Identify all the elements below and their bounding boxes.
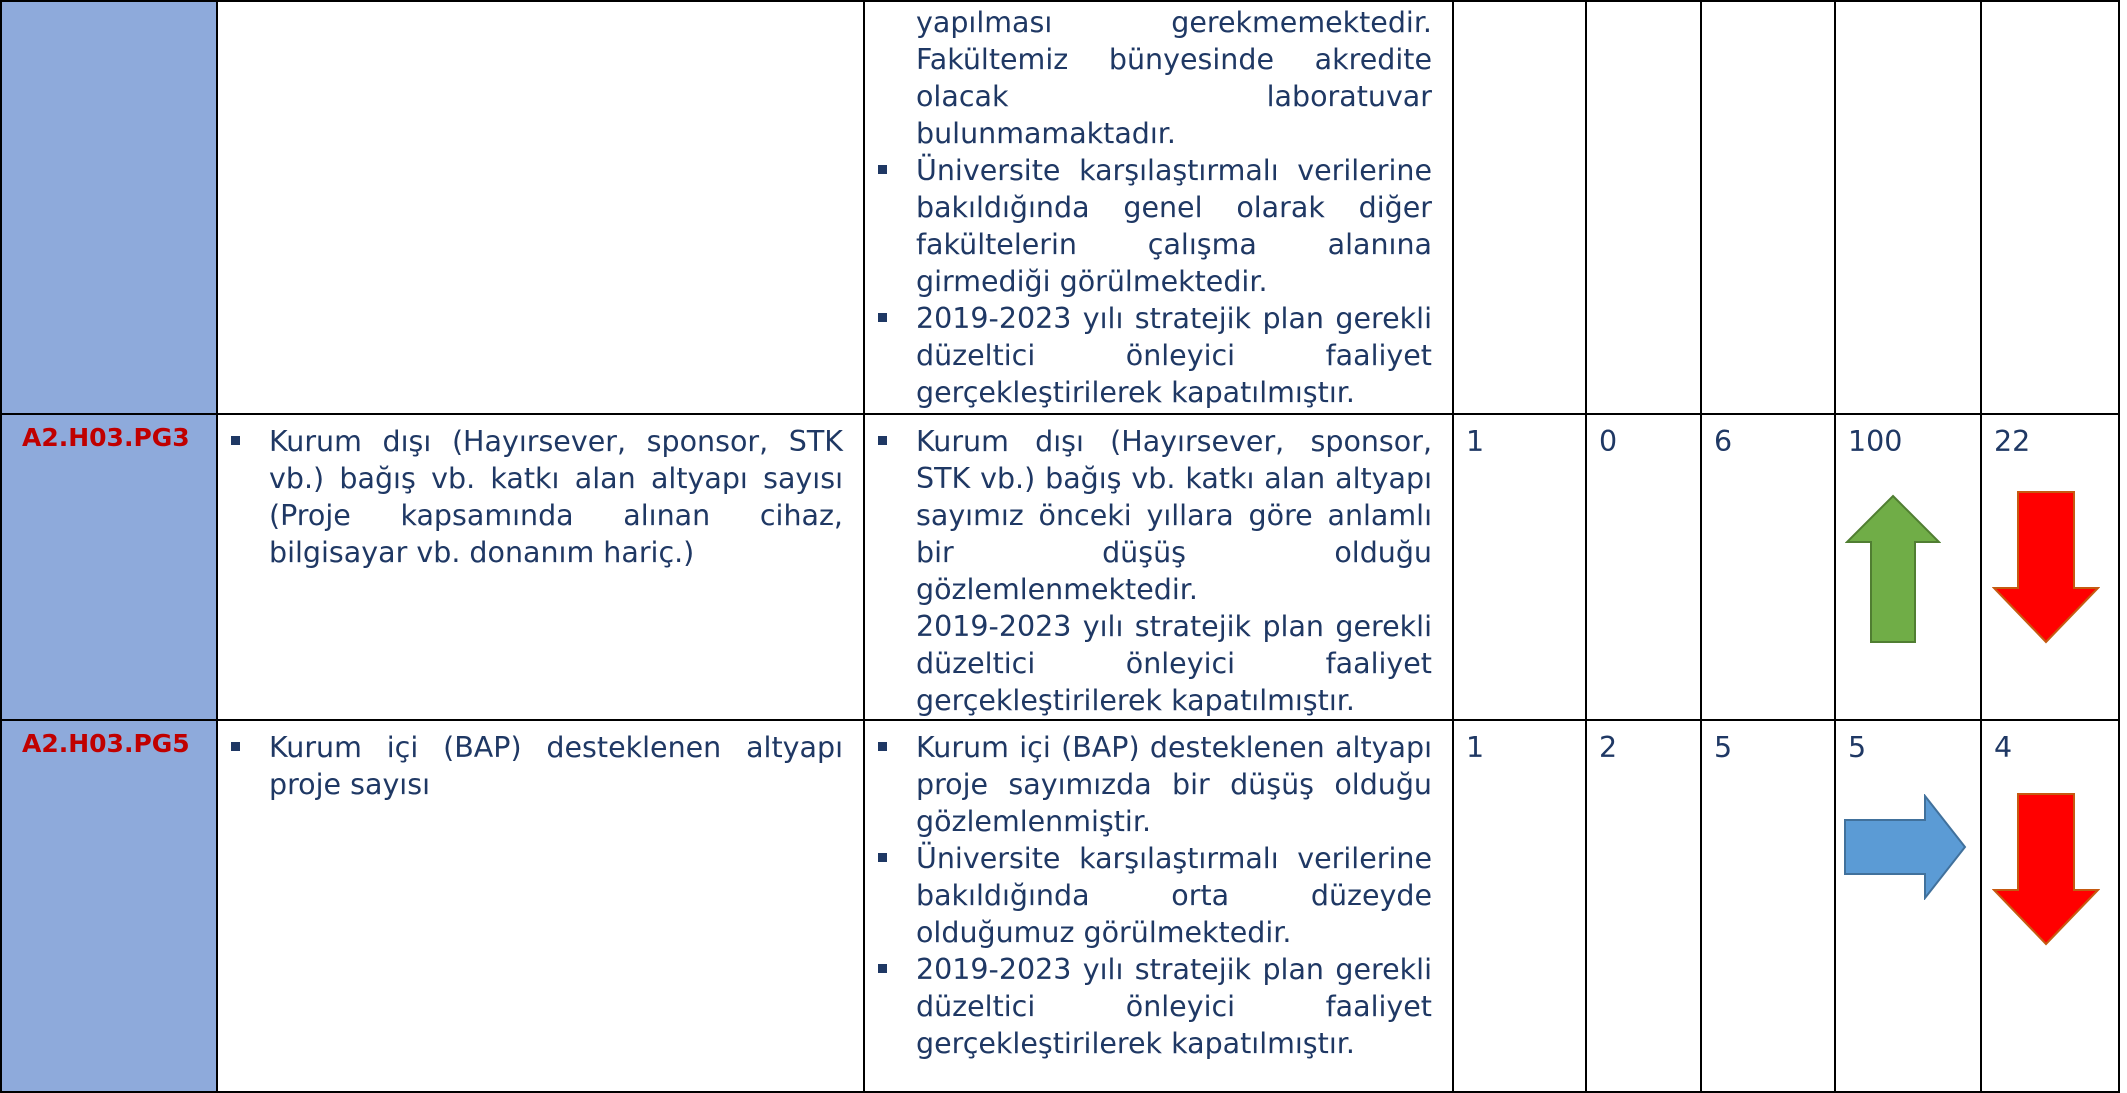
- analysis-cell: [864, 720, 1453, 1092]
- value-cell: 2: [1586, 720, 1701, 1092]
- indicator-code-cell: [1, 414, 217, 720]
- down-arrow-icon: [1992, 792, 2100, 946]
- bullet-icon: [878, 964, 887, 973]
- indicator-code-cell: [1, 720, 217, 1092]
- value-cell: 5: [1701, 720, 1835, 1092]
- analysis-cell: [864, 1, 1453, 414]
- table-row: [1, 414, 2119, 720]
- value-cell: 6: [1701, 414, 1835, 720]
- value-cell: 5: [1835, 720, 1981, 1092]
- bullet-icon: [878, 165, 887, 174]
- analysis-item: Üniversite karşılaştırmalı verilerine bakıldığında orta düzeyde olduğumuz görülmektedir.: [865, 840, 1432, 951]
- analysis-item: 2019-2023 yılı stratejik plan gerekli düzeltici önleyici faaliyet gerçekleştirilerek kapatılmıştır.: [865, 951, 1432, 1062]
- value-cell: [1453, 1, 1586, 414]
- value-cell: [1835, 1, 1981, 414]
- indicator-code: A2.H03.PG3: [22, 423, 190, 452]
- indicator-code: [2, 2, 216, 10]
- description-cell: [217, 1, 864, 414]
- table-row: [1, 720, 2119, 1092]
- right-arrow-icon: [1843, 794, 1967, 900]
- description-cell: [217, 720, 864, 1092]
- analysis-item: 2019-2023 yılı stratejik plan gerekli düzeltici önleyici faaliyet gerçekleştirilerek kapatılmıştır.: [916, 610, 1432, 717]
- value-cell: [1981, 1, 2119, 414]
- analysis-item: 2019-2023 yılı stratejik plan gerekli düzeltici önleyici faaliyet gerçekleştirilerek kapatılmıştır.: [865, 300, 1432, 411]
- bullet-icon: [231, 742, 240, 751]
- value-cell: [1586, 1, 1701, 414]
- description-item: Kurum içi (BAP) desteklenen altyapı proje sayısı: [218, 729, 843, 803]
- analysis-item: yapılması gerekmemektedir. Fakültemiz bünyesinde akredite olacak laboratuvar bulunmamaktadır.: [916, 6, 1432, 150]
- value-cell: 0: [1586, 414, 1701, 720]
- table-row: [1, 1, 2119, 414]
- value-cell: 1: [1453, 720, 1586, 1092]
- analysis-item: Üniversite karşılaştırmalı verilerine bakıldığında genel olarak diğer fakültelerin çalışma alanına girmediği görülmektedir.: [865, 152, 1432, 300]
- bullet-icon: [231, 436, 240, 445]
- description-cell: [217, 414, 864, 720]
- bullet-icon: [878, 313, 887, 322]
- analysis-item: Kurum dışı (Hayırsever, sponsor, STK vb.) bağış vb. katkı alan altyapı sayımız önceki yıllara göre anlamlı bir düşüş olduğu gözlemlenmektedir.: [865, 423, 1432, 608]
- down-arrow-icon: [1992, 490, 2100, 644]
- bullet-icon: [878, 853, 887, 862]
- indicator-code-cell: [1, 1, 217, 414]
- indicator-code: A2.H03.PG5: [22, 729, 190, 758]
- value-cell: [1701, 1, 1835, 414]
- description-item: Kurum dışı (Hayırsever, sponsor, STK vb.) bağış vb. katkı alan altyapı sayısı (Proje kapsamında alınan cihaz, bilgisayar vb. donanım hariç.): [218, 423, 843, 571]
- bullet-icon: [878, 436, 887, 445]
- analysis-cell: [864, 414, 1453, 720]
- analysis-item: Kurum içi (BAP) desteklenen altyapı proje sayımızda bir düşüş olduğu gözlemlenmiştir.: [865, 729, 1432, 840]
- bullet-icon: [878, 742, 887, 751]
- value-cell: 1: [1453, 414, 1586, 720]
- up-arrow-icon: [1845, 494, 1941, 644]
- value-cell: 4: [1981, 720, 2119, 1092]
- value-cell: 22: [1981, 414, 2119, 720]
- value-cell: 100: [1835, 414, 1981, 720]
